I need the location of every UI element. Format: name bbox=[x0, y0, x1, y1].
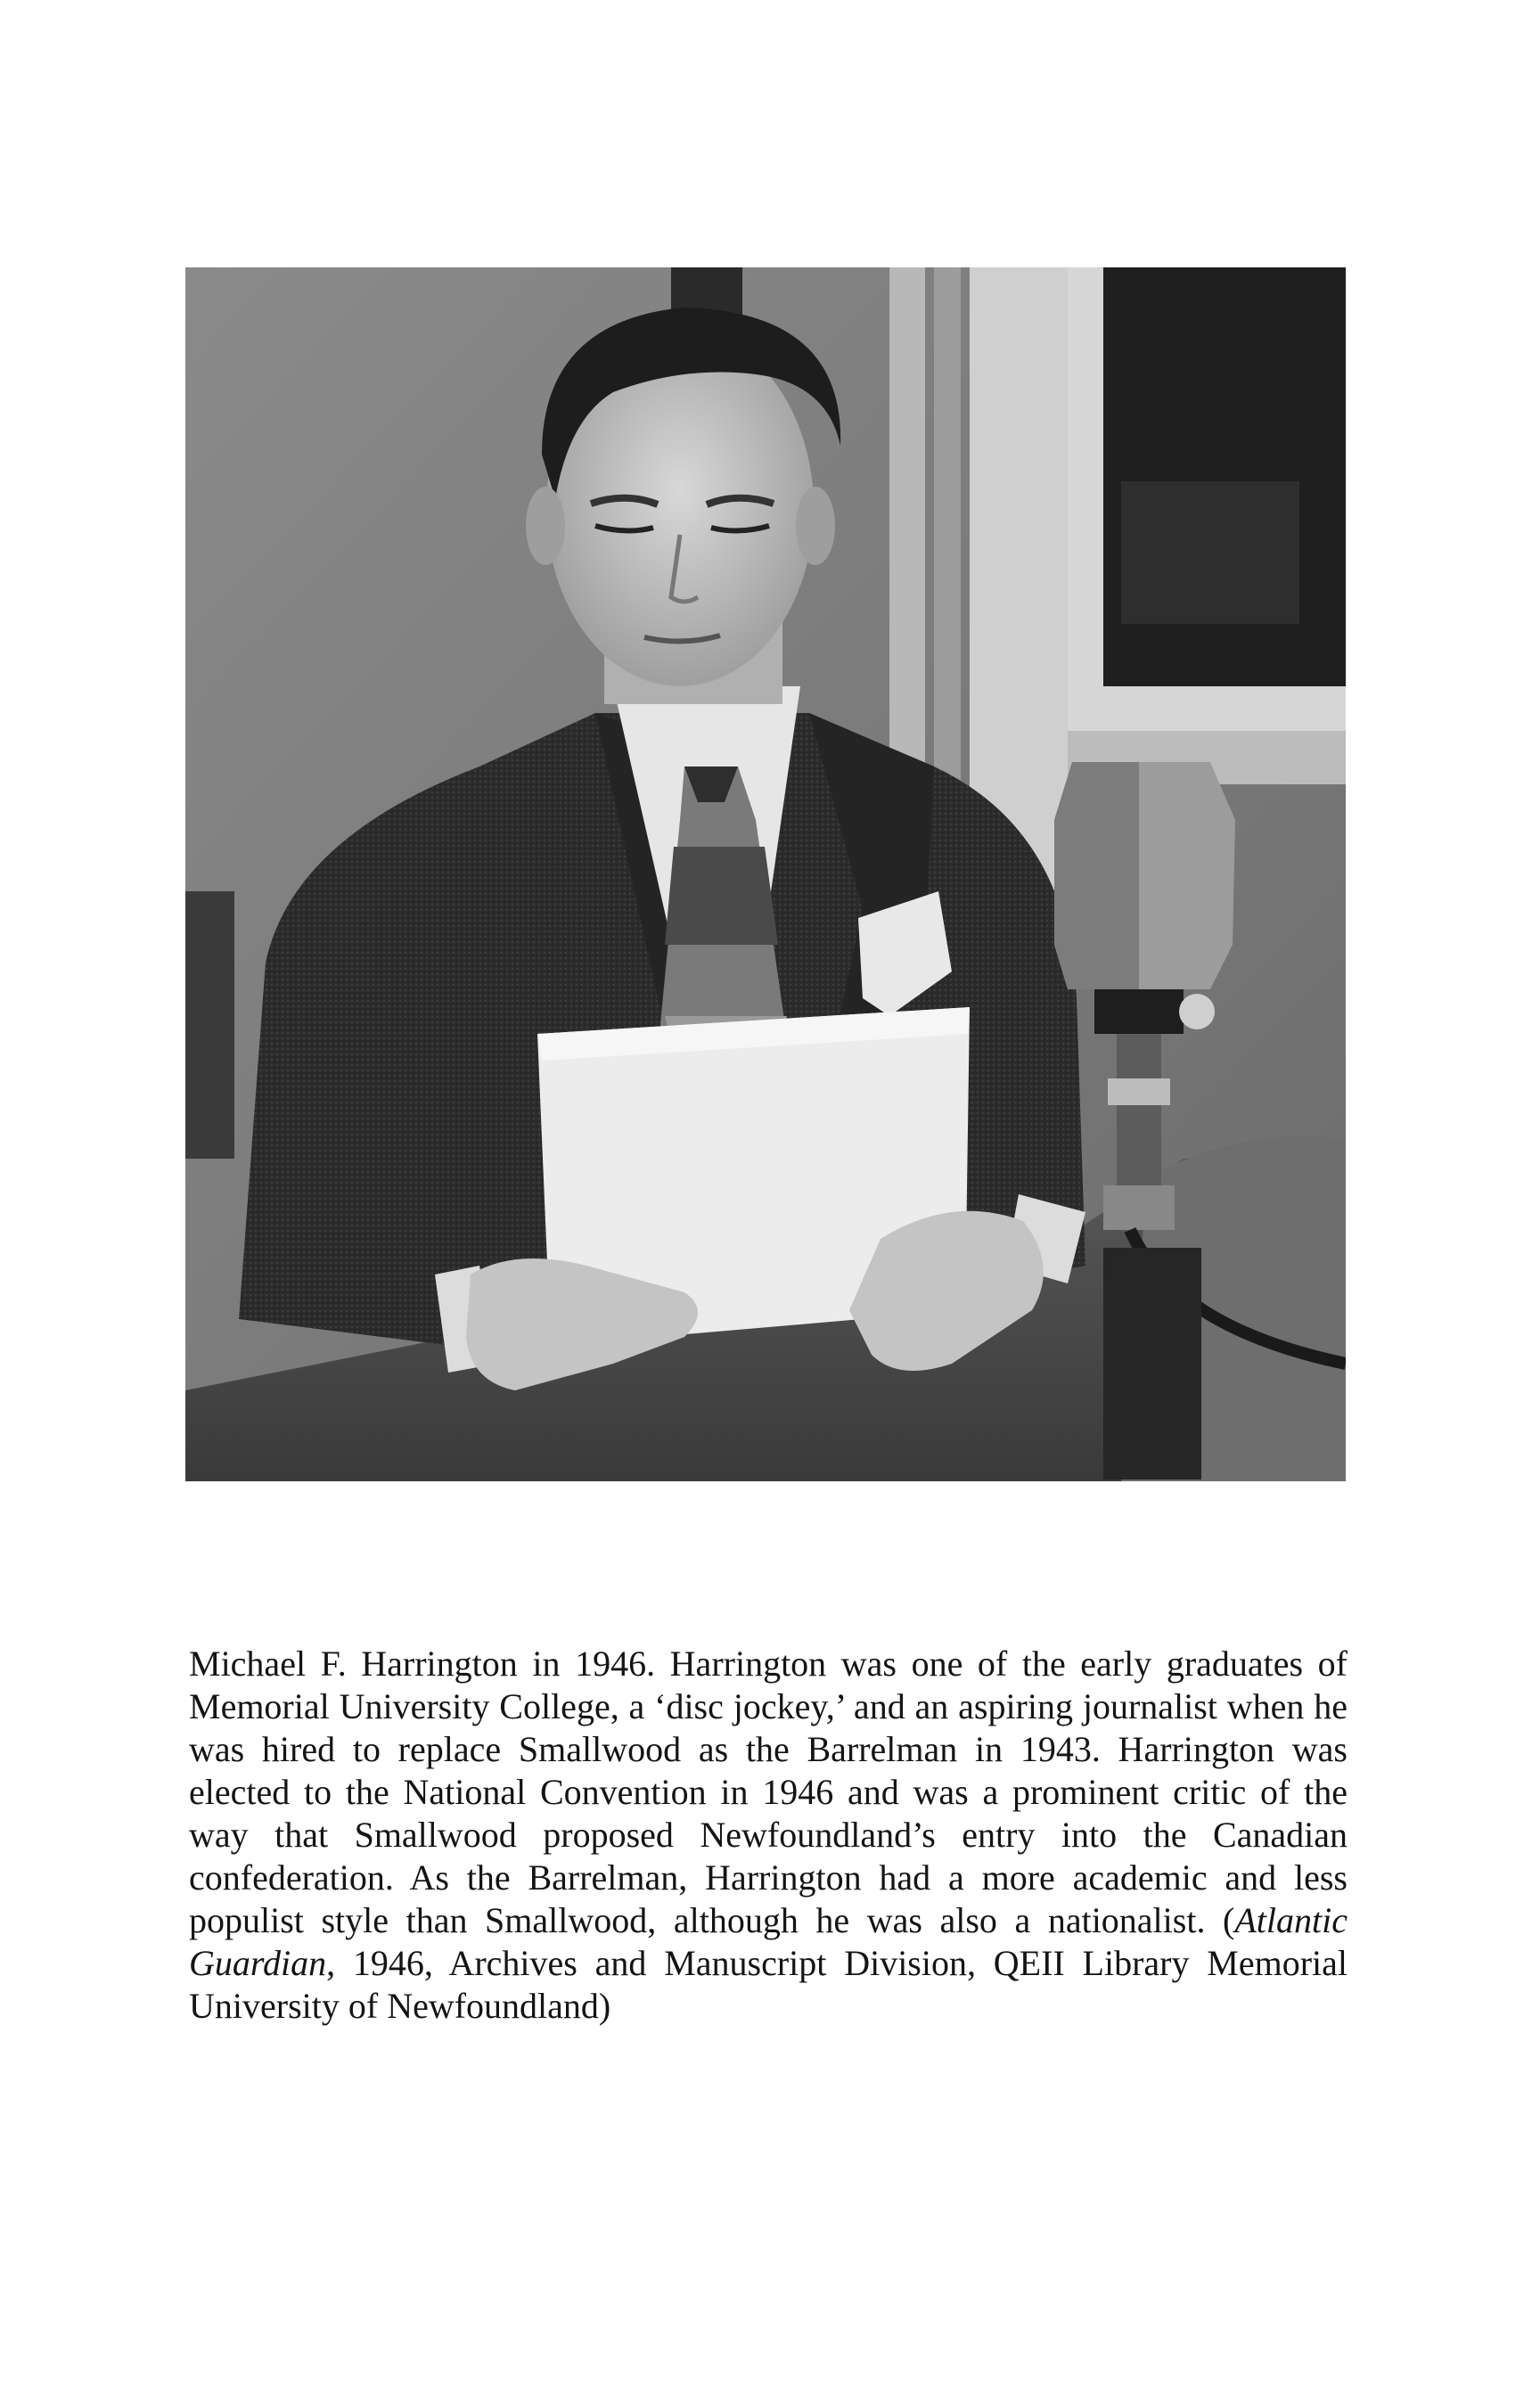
portrait-photo-icon bbox=[185, 267, 1346, 1481]
caption-source-title: Atlantic Guardian bbox=[189, 1900, 1348, 1983]
photograph bbox=[185, 267, 1346, 1481]
caption-source-details: , 1946, Archives and Manuscript Division, QEII Library Memorial University of Newfoundland) bbox=[189, 1943, 1348, 2026]
caption-main-text: Michael F. Harrington in 1946. Harrington was one of the early graduates of Memorial University College, a ‘disc jockey,’ and an aspiring journalist when he was hired to replace Smallwood as the Barrelman in 1943. Harrington was elected to the National Convention in 1946 and was a prominent critic of the way that Smallwood proposed Newfoundland’s entry into the Canadian confederation. As the Barrelman, Harrington had a more academic and less populist style than Smallwood, although he was also a nationalist. ( bbox=[189, 1644, 1348, 1940]
photo-caption bbox=[189, 1643, 1348, 2028]
